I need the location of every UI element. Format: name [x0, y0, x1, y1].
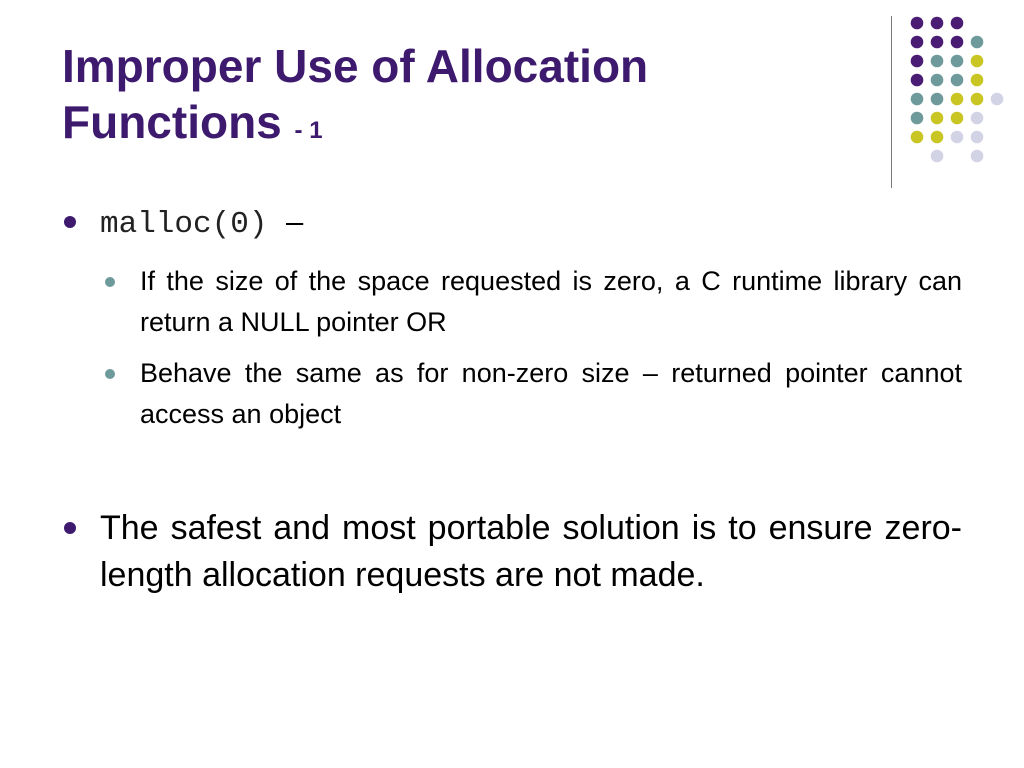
sub-bullet-dot	[105, 369, 115, 379]
decorative-dot	[931, 150, 944, 163]
decorative-dot	[931, 93, 944, 106]
decorative-dot	[911, 112, 924, 125]
decorative-dot	[951, 112, 964, 125]
decorative-dot	[911, 131, 924, 144]
decorative-dot	[951, 93, 964, 106]
decorative-dot	[931, 74, 944, 87]
decorative-dot	[911, 93, 924, 106]
decorative-dot	[911, 17, 924, 30]
malloc-code: malloc(0)	[100, 207, 268, 242]
decorative-dot	[931, 17, 944, 30]
sub-bullet-text: Behave the same as for non-zero size – returned pointer cannot access an object	[140, 358, 962, 429]
decorative-dot	[951, 17, 964, 30]
bullet-safest-solution	[62, 505, 962, 599]
bullet-dash: –	[286, 204, 304, 239]
decorative-dot	[971, 93, 984, 106]
sub-bullet-list	[62, 261, 962, 435]
slide-title	[62, 38, 822, 159]
bullet-malloc-zero	[62, 200, 962, 247]
decorative-dot	[991, 93, 1004, 106]
decorative-dot	[911, 55, 924, 68]
slide-body	[62, 200, 962, 599]
sub-bullet-dot	[105, 277, 115, 287]
decorative-dot	[931, 131, 944, 144]
sub-bullet-text: If the size of the space requested is zero, a C runtime library can return a NULL pointer OR	[140, 266, 962, 337]
sub-bullet-nonzero-size	[62, 353, 962, 435]
decorative-dot	[971, 112, 984, 125]
sub-bullet-null-pointer	[62, 261, 962, 343]
decorative-dot	[911, 36, 924, 49]
decorative-dot	[951, 74, 964, 87]
decorative-dot	[971, 55, 984, 68]
decorative-dot	[971, 131, 984, 144]
decorative-dot	[951, 131, 964, 144]
bullet-text: The safest and most portable solution is to ensure zero-length allocation requests are not made.	[100, 509, 962, 594]
slide-title-text: Improper Use of Allocation Functions	[62, 40, 649, 148]
decorative-dot	[951, 36, 964, 49]
decorative-dot	[931, 112, 944, 125]
vertical-divider	[891, 16, 892, 188]
decorative-dot	[931, 55, 944, 68]
decorative-dot	[931, 36, 944, 49]
bullet-dot	[64, 522, 76, 534]
decorative-dot	[971, 36, 984, 49]
decorative-dot	[971, 74, 984, 87]
decorative-dot	[911, 74, 924, 87]
slide-title-suffix: - 1	[294, 117, 323, 144]
decorative-dot	[971, 150, 984, 163]
decorative-dot	[951, 55, 964, 68]
bullet-dot	[64, 216, 76, 228]
